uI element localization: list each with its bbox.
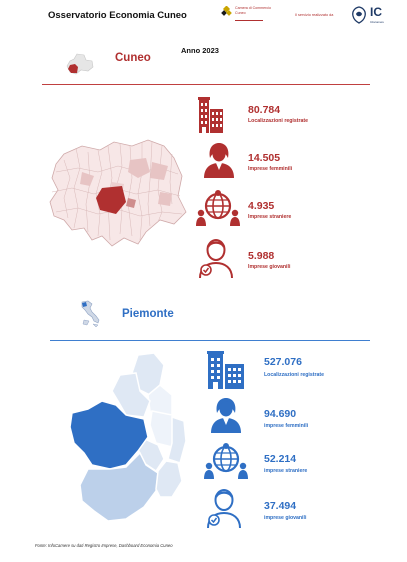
piemonte-young-person-check-icon xyxy=(206,488,242,528)
piemonte-title: Piemonte xyxy=(122,308,174,320)
piemonte-straniere-value: 52.214 xyxy=(264,453,297,465)
piemonte-building-icon xyxy=(207,350,245,390)
piemonte-giovanili-value: 37.494 xyxy=(264,500,297,512)
italy-map-icon xyxy=(78,300,102,328)
cuneo-businesswoman-icon xyxy=(202,142,236,178)
piemonte-globe-people-icon xyxy=(204,442,248,480)
infocamere-emblem-icon xyxy=(350,5,368,25)
cuneo-giovanili-value: 5.988 xyxy=(248,250,275,262)
cuneo-young-person-check-icon xyxy=(198,238,234,278)
piemonte-femminili-value: 94.690 xyxy=(264,408,297,420)
piemonte-localizzazioni-label: Localizzazioni registrate xyxy=(264,372,324,378)
piemonte-straniere-label: imprese straniere xyxy=(264,468,308,474)
chamber-city: Cuneo xyxy=(235,10,246,15)
chamber-diamond-icon xyxy=(221,6,233,18)
cuneo-globe-people-icon xyxy=(196,189,240,227)
cuneo-building-icon xyxy=(198,96,224,134)
piemonte-localizzazioni-value: 527.076 xyxy=(264,356,302,368)
cuneo-localizzazioni-label: Localizzazioni registrate xyxy=(248,118,308,124)
piemonte-small-map-icon xyxy=(64,52,96,78)
chamber-underline xyxy=(235,20,263,21)
piemonte-provinces-map xyxy=(68,351,188,523)
chamber-name: Camera di Commercio xyxy=(235,6,271,10)
cuneo-localizzazioni-value: 80.784 xyxy=(248,104,281,116)
piemonte-businesswoman-icon xyxy=(209,397,243,433)
piemonte-femminili-label: imprese femminili xyxy=(264,423,309,429)
source-note: Fonte: InfoCamere su dati Registro Imprese, Dashboard Economia Cuneo xyxy=(35,543,173,548)
piemonte-divider xyxy=(50,340,370,341)
infocamere-name: Infocamere xyxy=(370,20,384,24)
cuneo-femminili-value: 14.505 xyxy=(248,152,281,164)
year-label: Anno 2023 xyxy=(181,46,219,55)
cuneo-straniere-value: 4.935 xyxy=(248,200,275,212)
infocamere-letters: IC xyxy=(370,5,382,19)
cuneo-divider xyxy=(42,84,370,85)
page-title: Osservatorio Economia Cuneo xyxy=(48,10,187,21)
cuneo-femminili-label: Imprese femminili xyxy=(248,166,293,172)
cuneo-province-map xyxy=(42,132,190,252)
piemonte-giovanili-label: imprese giovanili xyxy=(264,515,307,521)
chamber-of-commerce-logo xyxy=(221,5,291,27)
service-credit: Il servizio realizzato da xyxy=(295,13,334,17)
cuneo-straniere-label: Imprese straniere xyxy=(248,214,292,220)
cuneo-title: Cuneo xyxy=(115,52,151,64)
infocamere-logo xyxy=(350,5,390,27)
cuneo-giovanili-label: Imprese giovanili xyxy=(248,264,291,270)
